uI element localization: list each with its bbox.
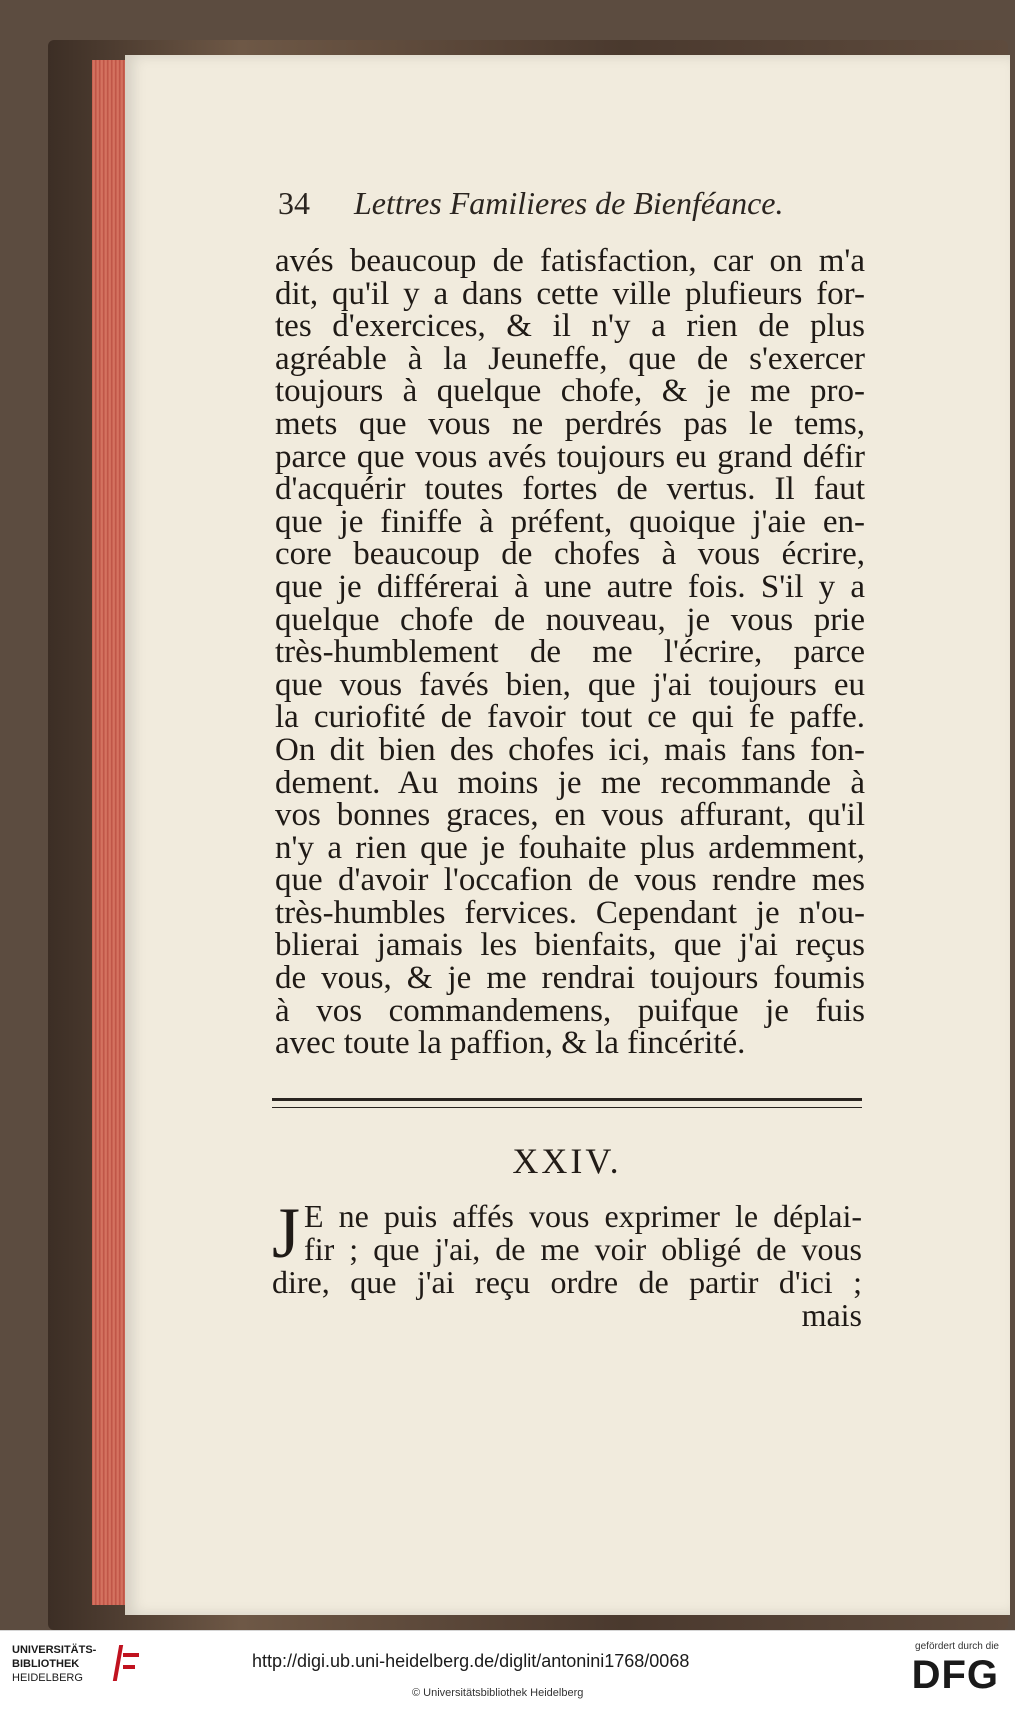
text-line: dire, que j'ai reçu ordre de partir d'ici ; [272, 1264, 862, 1300]
text-line: core beaucoup de chofes à vous écrire, [275, 536, 865, 573]
running-title: Lettres Familieres de Bienféance. [354, 185, 784, 221]
text-line: On dit bien des chofes ici, mais fans fon- [275, 731, 865, 768]
text-line: toujours à quelque chofe, & je me pro- [275, 373, 865, 410]
text-line: E ne puis affés vous exprimer le déplai- [304, 1198, 862, 1234]
library-mark-icon [110, 1643, 140, 1685]
section-opening [272, 1193, 862, 1333]
text-line: que vous favés bien, que j'ai toujours eu [275, 666, 865, 703]
text-line: n'y a rien que je fouhaite plus ardemment, [275, 829, 865, 866]
text-line: très-humblement de me l'écrire, parce [275, 634, 865, 671]
text-line: à vos commandemens, puifque je fuis [275, 992, 865, 1029]
permalink-url[interactable]: http://digi.ub.uni-heidelberg.de/diglit/antonini1768/0068 [252, 1651, 690, 1671]
text-line: avés beaucoup de fatisfaction, car on m'a [275, 243, 865, 279]
text-line: que je différerai à une autre fois. S'il y a [275, 568, 865, 605]
funding-note: gefördert durch die [915, 1641, 999, 1652]
viewer-footer [0, 1630, 1015, 1715]
text-line: dement. Au moins je me recommande à [275, 764, 865, 801]
text-line: très-humbles fervices. Cependant je n'ou- [275, 894, 865, 931]
text-line: que d'avoir l'occafion de vous rendre mes [275, 862, 865, 899]
text-line: quelque chofe de nouveau, je vous prie [275, 601, 865, 638]
text-line: agréable à la Jeuneffe, que de s'exercer [275, 340, 865, 377]
copyright-notice: © Universitätsbibliothek Heidelberg [412, 1687, 584, 1699]
text-line: avec toute la paffion, & la fincérité. [275, 1025, 746, 1062]
funder-mark: DFG [911, 1653, 999, 1697]
text-line: d'acquérir toutes fortes de vertus. Il faut [275, 471, 865, 508]
text-line: de vous, & je me rendrai toujours foumis [275, 960, 865, 997]
drop-cap: J [272, 1193, 301, 1273]
text-line: tes d'exercices, & il n'y a rien de plus [275, 308, 865, 345]
text-line: parce que vous avés toujours eu grand défir [275, 438, 865, 475]
catchword: mais [801, 1297, 862, 1333]
text-line: fir ; que j'ai, de me voir obligé de vous [304, 1231, 862, 1267]
text-line: la curiofité de favoir tout ce qui fe paffe. [275, 699, 865, 736]
running-head [278, 185, 878, 222]
text-line: mets que vous ne perdrés pas le tems, [275, 405, 865, 442]
text-line: vos bonnes graces, en vous affurant, qu'il [275, 797, 865, 834]
letter-body [275, 245, 865, 1060]
library-name: UNIVERSITÄTS- BIBLIOTHEK HEIDELBERG [12, 1644, 97, 1684]
section-rule [272, 1098, 862, 1108]
section-numeral: XXIV. [512, 1141, 622, 1181]
text-line: que je finiffe à préfent, quoique j'aie en- [275, 503, 865, 540]
dfg-logo[interactable] [912, 1641, 999, 1698]
library-logo[interactable] [12, 1643, 140, 1685]
page-number: 34 [278, 185, 310, 221]
text-line: blierai jamais les bienfaits, que j'ai reçus [275, 927, 865, 964]
text-line: dit, qu'il y a dans cette ville plufieurs for- [275, 275, 865, 312]
